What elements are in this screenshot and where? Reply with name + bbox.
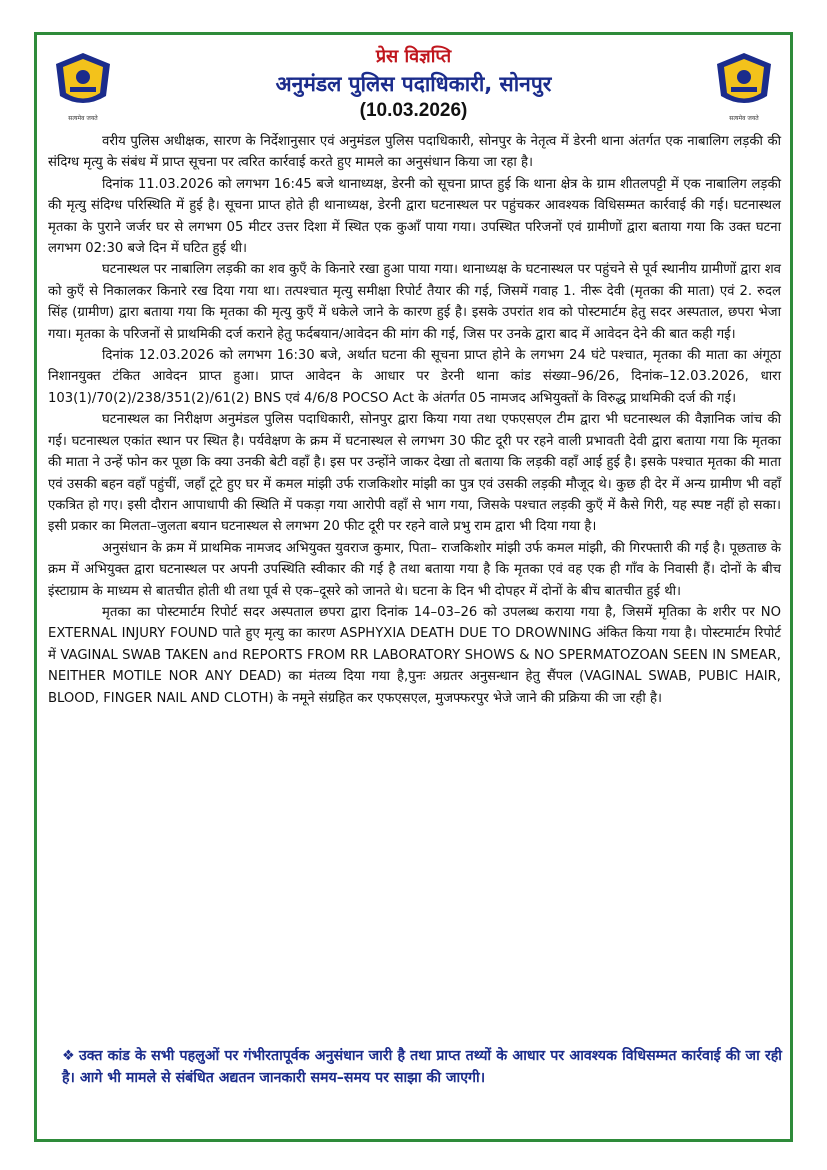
press-release-body bbox=[48, 131, 781, 709]
paragraph-inspection: घटनास्थल का निरीक्षण अनुमंडल पुलिस पदाधिकारी, सोनपुर द्वारा किया गया तथा एफएसएल टीम द्वारा भी घटनास्थल की वैज्ञानिक जांच की गई। घटनास्थल एकांत स्थान पर स्थित है। पर्यवेक्षण के क्रम में घटनास्थल से लगभग 30 फीट दूरी पर रहने वाली प्रभावती देवी द्वारा बताया गया कि मृतका की माता ने उन्हें फोन कर पूछा कि क्या उनकी बेटी वहाँ है। इस पर उन्होंने जाकर देखा तो बताया कि लड़की वहाँ आई हुई है। इसके पश्चात मृतका की माता एवं उसकी बहन वहाँ पहुंचीं, जहाँ टूटे हुए घर में कमल मांझी उर्फ राजकिशोर मांझी का पुत्र एवं उसकी लड़की मौजूद थे। कुछ ही देर में अन्य ग्रामीण भी वहाँ एकत्रित हो गए। इसी दौरान आपाधापी की स्थिति में पकड़ा गया आरोपी वहाँ से भाग गया, जिसके पश्चात लड़की कुएँ में कैसे गिरी, यह स्पष्ट नहीं हो सका। इसी प्रकार का मिलता–जुलता बयान घटनास्थल से लगभग 20 फीट दूरी पर रहने वाले प्रभु राम द्वारा भी दिया गया है। bbox=[48, 412, 781, 535]
logo-motto-right: सत्यमेव जयते bbox=[729, 115, 759, 122]
conclusion bbox=[62, 1045, 782, 1089]
paragraph-arrest: अनुसंधान के क्रम में प्राथमिक नामजद अभियुक्त युवराज कुमार, पिता– राजकिशोर मांझी उर्फ कमल मांझी, की गिरफ्तारी की गई है। पूछताछ के क्रम में अभियुक्त द्वारा घटनास्थल पर अपनी उपस्थिति स्वीकार की गई है तथा बताया गया है कि मृतका एवं वह एक ही गाँव के निवासी हैं। दोनों के बीच इंस्टाग्राम के माध्यम से बातचीत होती थी तथा पूर्व से एक–दूसरे को जानते थे। घटना के दिन भी दोपहर में दोनों के बीच बातचीत हुई थी। bbox=[48, 540, 781, 599]
press-release-title: प्रेस विज्ञप्ति bbox=[375, 46, 452, 67]
release-date: (10.03.2026) bbox=[359, 100, 468, 121]
paragraph-postmortem: मृतका का पोस्टमार्टम रिपोर्ट सदर अस्पताल छपरा द्वारा दिनांक 14–03–26 को उपलब्ध कराया गया है, जिसमें मृतिका के शरीर पर NO EXTERNAL INJURY FOUND पाते हुए मृत्यु का कारण ASPHYXIA DEATH DUE TO DROWNING अंकित किया गया है। पोस्टमार्टम रिपोर्ट में VAGINAL SWAB TAKEN and REPORTS FROM RR LABORATORY SHOWS & NO SPERMATOZOAN SEEN IN SMEAR, NEITHER MOTILE NOR ANY DEAD) का मंतव्य दिया गया है,पुनः अग्रतर अनुसन्धान हेतु सैंपल (VAGINAL SWAB, PUBIC HAIR, BLOOD, FINGER NAIL AND CLOTH) के नमूने संग्रहित कर एफएसएल, मुजफ्फरपुर भेजे जाने की प्रक्रिया की जा रही है। bbox=[48, 604, 781, 706]
paragraph-incident: दिनांक 11.03.2026 को लगभग 16:45 बजे थानाध्यक्ष, डेरनी को सूचना प्राप्त हुई कि थाना क्षेत्र के ग्राम शीतलपट्टी में एक नाबालिग लड़की की मृत्यु संदिग्ध परिस्थिति में हुई है। सूचना प्राप्त होते ही थानाध्यक्ष, डेरनी द्वारा घटनास्थल पर पहुंचकर आवश्यक विधिसम्मत कार्रवाई की गई। घटनास्थल मृतका के पुराने जर्जर घर से लगभग 05 मीटर उत्तर दिशा में स्थित एक कुआँ पाया गया। उपस्थित परिजनों एवं ग्रामीणों द्वारा बताया गया कि उक्त घटना लगभग 02:30 बजे दिन में घटित हुई थी। bbox=[48, 176, 781, 257]
bullet-icon: ❖ bbox=[62, 1048, 75, 1064]
header bbox=[40, 40, 787, 130]
office-title: अनुमंडल पुलिस पदाधिकारी, सोनपुर bbox=[275, 72, 552, 96]
logo-motto-left: सत्यमेव जयते bbox=[68, 115, 98, 122]
conclusion-text: उक्त कांड के सभी पहलुओं पर गंभीरतापूर्वक अनुसंधान जारी है तथा प्राप्त तथ्यों के आधार पर आवश्यक विधिसम्मत कार्रवाई की जा रही है। आगे भी मामले से संबंधित अद्यतन जानकारी समय–समय पर साझा की जाएगी। bbox=[62, 1048, 782, 1086]
bihar-police-emblem-icon bbox=[709, 50, 779, 112]
paragraph-scene: घटनास्थल पर नाबालिग लड़की का शव कुएँ के किनारे रखा हुआ पाया गया। थानाध्यक्ष के घटनास्थल पर पहुंचने से पूर्व स्थानीय ग्रामीणों द्वारा शव को कुएँ से निकालकर किनारे रख दिया गया था। तत्पश्चात मृत्यु समीक्षा रिपोर्ट तैयार की गई, जिसमें गवाह 1. नीरू देवी (मृतका की माता) एवं 2. रुदल सिंह (ग्रामीण) द्वारा बताया गया कि मृतका की मृत्यु कुएँ में धकेले जाने के कारण हुई है। इसके उपरांत शव को पोस्टमार्टम हेतु सदर अस्पताल, छपरा भेजा गया। मृतका के परिजनों से प्राथमिकी दर्ज कराने हेतु फर्दबयान/आवेदन की मांग की गई, जिस पर उनके द्वारा बाद में आवेदन देने की बात कही गई। bbox=[48, 262, 781, 342]
paragraph-intro: वरीय पुलिस अधीक्षक, सारण के निर्देशानुसार एवं अनुमंडल पुलिस पदाधिकारी, सोनपुर के नेतृत्व में डेरनी थाना अंतर्गत एक नाबालिग लड़की की संदिग्ध मृत्यु के संबंध में प्राप्त सूचना पर त्वरित कार्रवाई करते हुए मामले का अनुसंधान किया जा रहा है। bbox=[48, 134, 781, 171]
paragraph-fir: दिनांक 12.03.2026 को लगभग 16:30 बजे, अर्थात घटना की सूचना प्राप्त होने के लगभग 24 घंटे पश्चात, मृतका की माता का अंगूठा निशानयुक्त टंकित आवेदन प्राप्त हुआ। प्राप्त आवेदन के आधार पर डेरनी थाना कांड संख्या–96/26, दिनांक–12.03.2026, धारा 103(1)/70(2)/238/351(2)/61(2) BNS एवं 4/6/8 POCSO Act के अंतर्गत 05 नामजद अभियुक्तों के विरुद्ध प्राथमिकी दर्ज की गई। bbox=[48, 348, 781, 406]
